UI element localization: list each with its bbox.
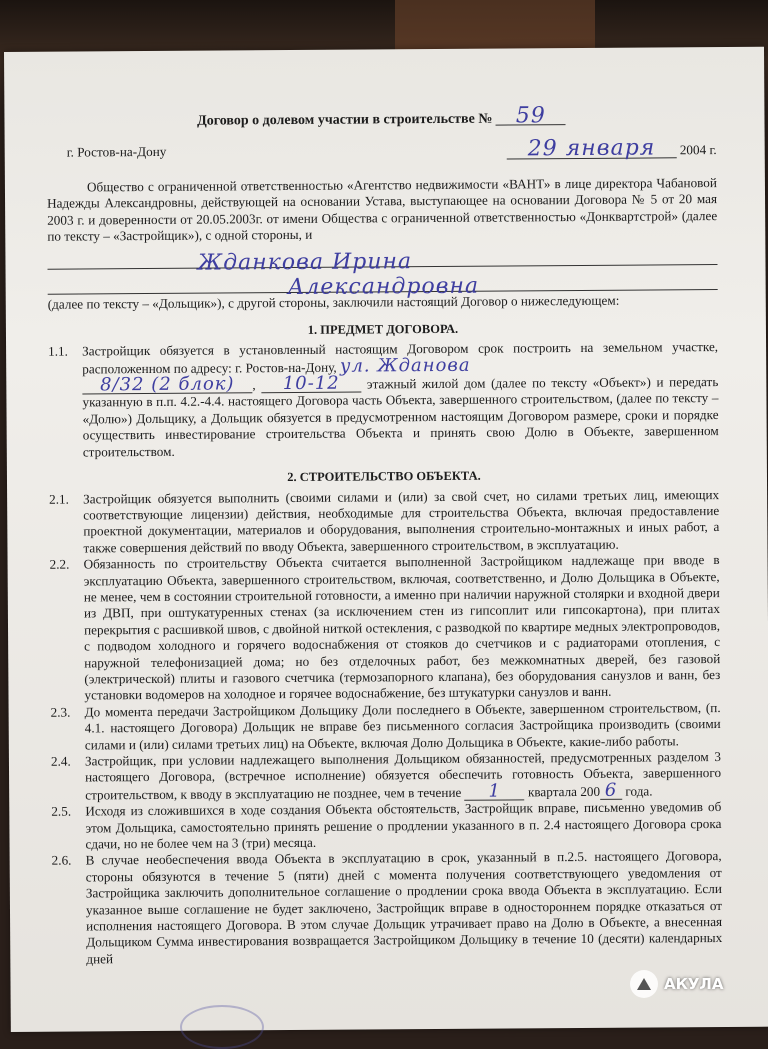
street-handwritten: ул. Жданова: [339, 354, 471, 377]
floors-handwritten: 10-12: [261, 376, 361, 394]
clause-number: 2.3.: [50, 704, 71, 720]
house-handwritten: 8/32 (2 блок): [82, 376, 252, 395]
clause-number: 1.1.: [48, 343, 68, 359]
section-1-title: 1. ПРЕДМЕТ ДОГОВОРА.: [307, 321, 459, 337]
clause-2-2: [50, 552, 721, 704]
watermark-logo-icon: [630, 970, 658, 998]
clause-text: Застройщик обязуется выполнить (своими силами и (или) за свой счет, но силами третьих лиц, имеющих соответствующие лицензии) действия, необходимые для строительства Объекта, включая предоставление проектной документации, материалов и оборудования, выполнения строительно-монтажных и иных работ, а также совершения действий по вводу Объекта, завершенного строительством, в эксплуатацию.: [83, 486, 720, 556]
seal-stamp: [180, 1005, 264, 1049]
document-title: [46, 103, 716, 131]
section-2-title: 2. СТРОИТЕЛЬСТВО ОБЪЕКТА.: [287, 468, 481, 485]
clause-text: Исходя из сложившихся в ходе создания Объекта обстоятельств, Застройщик вправе, письменно уведомив об этом Дольщика, самостоятельно принять решение о продлении указанного в п. 2.4 настоящего Договора срока сдачи, но не более чем на 3 (три) месяца.: [85, 799, 722, 852]
document-body: [46, 103, 723, 968]
quarter-handwritten: 1: [465, 783, 525, 801]
clause-text: [85, 749, 721, 804]
clause-text: Застройщик обязуется в установленный настоящим Договором срок построить на земельном участке, расположенном по адресу: г. Ростов-на-Дону, ул. Жданова 8/32 (2 блок) , 10-12 этажный жилой дом (далее по тексту «Объект») и передать указанную в п.п. 4.2.-4.4. настоящего Договора часть Объекта, завершенного строительством, (далее по тексту – «Долю») Дольщику, а Дольщик обязуется в предусмотренном настоящим Договором размере, сроки и порядке осуществить инвестирование строительства Объекта и принять свою Долю в Объекте, завершенном строительством.: [82, 339, 719, 460]
party-patronymic-handwritten: Александровна: [287, 273, 480, 301]
year-suffix: г.: [709, 142, 717, 158]
intro-paragraph: Общество с ограниченной ответственностью «Агентство недвижимости «ВАНТ» в лице директора Чабановой Надежды Александровны, действующей на основании Устава, выступающее на основании Договора № 5 от 20 мая 2003 г. и доверенности от 20.05.2003г. от имени Общества с ограниченной ответственностью «Донквартстрой» (далее по тексту – «Застройщик»), с одной стороны, и: [47, 174, 718, 244]
clause-2-1: [49, 487, 719, 557]
city: г. Ростов-на-Дону: [66, 144, 167, 160]
clause-text: До момента передачи Застройщиком Дольщику Доли последнего в Объекте, завершенном строительством, (п. 4.1. настоящего Договора) Дольщик не вправе без письменного согласия Застройщика производить (своими силами и (или) силами третьих лиц) на Объекте, включая Долю Дольщика в Объекте, какие-либо работы.: [84, 699, 721, 753]
clause-1-1: [48, 339, 719, 461]
clause-1-1-part-b: этажный жилой дом (далее по тексту «Объект») и передать указанную в п.п. 4.2.-4.4. настоящего Договора часть Объекта, завершенного строительством, (далее по тексту – «Долю») Дольщику, а Дольщик обязуется в предусмотренном настоящим Договором размере, сроки и порядке осуществить инвестирование строительства Объекта и принять свою Долю в Объекте, завершенном строительством.: [82, 374, 719, 460]
clause-2-4: [51, 749, 721, 804]
clause-text: Обязанность по строительству Объекта считается выполненной Застройщиком надлежаще при вводе в эксплуатацию Объекта, завершенного строительством, включая, соответственно, и Долю Дольщика в Объекте, не менее, чем в состоянии строительной готовности, а именно при наличии наружной столярки и входной двери из ДВП, при оштукатуренных стенах (за исключением стен из гипсоплит или гипсокартона), при плитах перекрытия с расшивкой швов, с двойной ниткой остекления, с разводкой по квартире медных электропроводов, с подводом холодного и горячего водоснабжения от стояков до счетчиков и с радиаторами отопления, с наружной телефонизацией дома; но без отделочных работ, без межкомнатных дверей, без газовой (электрической) плиты и газового счетчика (термозапорного клапана), без оборудования санузлов и ванн, без установки водомеров на холодное и горячее водоснабжение, без штукатурки санузлов и ванн.: [83, 552, 721, 703]
clause-1-1-part-a: Застройщик обязуется в установленный настоящим Договором срок построить на земельном участке, расположенном по адресу: г. Ростов-на-Дону,: [82, 339, 719, 377]
clause-2-4-part-b: квартала 200: [527, 783, 601, 800]
clause-2-5: [51, 799, 721, 853]
clause-2-6: [52, 848, 723, 968]
year-digit-handwritten: 6: [600, 783, 622, 801]
contract-page: [4, 47, 768, 1032]
clause-number: 2.5.: [51, 803, 72, 819]
clause-2-3: [51, 700, 721, 754]
clause-text: В случае необеспечения ввода Объекта в эксплуатацию в срок, указанный в п.2.5. настоящего Договора, стороны обязуются в течение 5 (пяти) дней с момента получения соответствующего уведомления от Застройщика заключить дополнительное соглашение о продлении срока ввода Объекта в эксплуатацию. Если указанное выше соглашение не будет заключено, Застройщик вправе в одностороннем порядке отказаться от исполнения настоящего Договора. В этом случае Дольщик утрачивает право на Долю в Объекте, а внесенная Дольщиком Сумма инвестирования возвращается Застройщиком Дольщику в течение 10 (десяти) календарных дней: [85, 848, 723, 967]
city-date-row: [47, 135, 717, 163]
party-suffix: (далее по тексту – «Дольщик»), с другой стороны, заключили настоящий Договор о нижеследующем:: [47, 293, 620, 313]
date: [506, 135, 717, 162]
clause-2-4-part-c: года.: [625, 783, 653, 799]
clause-number: 2.4.: [50, 753, 71, 769]
watermark-text: АКУЛА: [664, 975, 724, 993]
clause-number: 2.1.: [49, 491, 69, 507]
watermark: [630, 970, 724, 998]
party-name-line: [47, 242, 717, 276]
date-handwritten: 29 января: [506, 141, 676, 160]
clause-number: 2.6.: [51, 852, 72, 869]
party-patronymic-line: [48, 267, 718, 301]
party-name-handwritten: Жданкова Ирина: [197, 249, 413, 276]
year: 2004: [679, 142, 707, 158]
contract-number: 59: [496, 108, 566, 126]
clause-number: 2.2.: [49, 556, 70, 572]
clause-2-4-part-a: Застройщик, при условии надлежащего выполнения Дольщиком обязанностей, предусмотренных разделом 3 настоящего Договора, (встречное исполнение) обязуется обеспечить готовность Объекта, завершенного строительством, к вводу в эксплуатацию не позднее, чем в течение: [84, 749, 722, 803]
title-text: Договор о долевом участии в строительстве №: [197, 111, 493, 129]
